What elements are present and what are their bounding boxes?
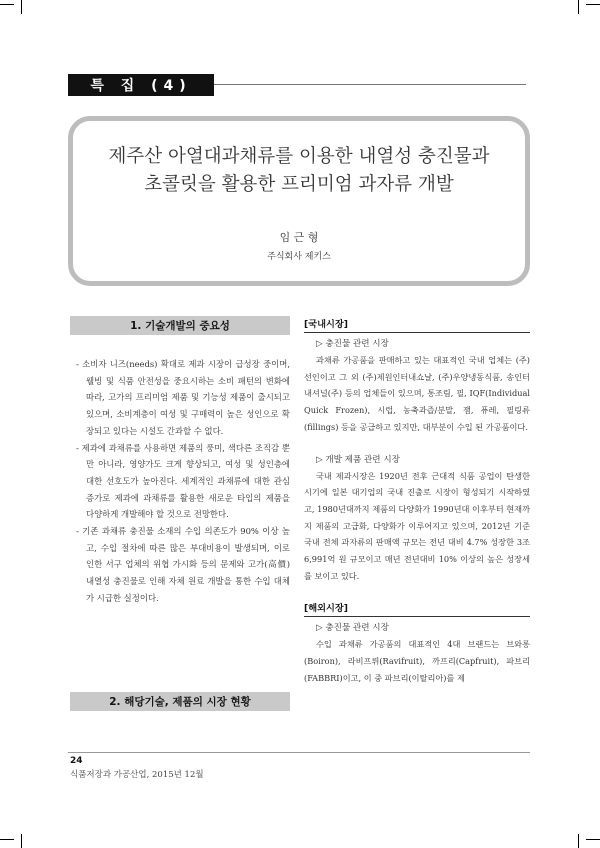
article-title bbox=[73, 143, 525, 199]
title-line-1: 제주산 아열대과채류를 이용한 내열성 충진물과 bbox=[108, 146, 490, 167]
crop-mark bbox=[21, 834, 22, 848]
crop-mark bbox=[0, 4, 14, 5]
author-affiliation: 주식회사 제키스 bbox=[267, 252, 331, 262]
journal-footer: 식품저장과 가공산업, 2015년 12월 bbox=[70, 770, 204, 780]
crop-mark bbox=[0, 839, 14, 840]
crop-mark bbox=[578, 0, 579, 14]
footer-divider bbox=[68, 752, 530, 753]
subheading-overseas-filling-market: ▷ 충진물 관련 시장 bbox=[316, 623, 389, 634]
subheading-product-market: ▷ 개발 제품 관련 시장 bbox=[316, 454, 400, 465]
crop-mark bbox=[578, 834, 579, 848]
crop-mark bbox=[21, 0, 22, 14]
bullet-paragraph: - 소비자 니즈(needs) 확대로 제과 시장이 급성장 중이며, 웰빙 및 식품 안전성을 중요시하는 소비 패턴의 변화에 따라, 고가의 프리미엄 제품 및 기능성 제품이 출시되고 있으며, 소비계층이 여성 및 구매력이 높은 성인으로 확장되고 있다는 시설도 간과할 수 없다. bbox=[76, 359, 290, 436]
bullet-paragraph: - 제과에 과채류를 사용하면 제품의 풍미, 색다른 조직감 뿐만 아니라, 영양가도 크게 향상되고, 여성 및 성인층에 대한 선호도가 높아진다. 세계적인 과채류에 대한 관심 증가로 제과에 과채류를 활용한 새로운 타입의 제품을 다양하게 개발해야 할 것으로 전망한다. bbox=[76, 442, 290, 520]
page-number: 24 bbox=[70, 756, 83, 766]
tag-divider bbox=[214, 84, 526, 85]
overseas-market-heading: [해외시장] bbox=[304, 600, 530, 617]
left-column bbox=[76, 356, 290, 607]
section-heading-1: 1. 기술개발의 중요성 bbox=[70, 316, 290, 335]
crop-mark bbox=[586, 839, 600, 840]
bullet-paragraph: - 기존 과채류 충진물 소재의 수입 의존도가 90% 이상 높고, 수입 절차에 따른 많은 부대비용이 발생되며, 이로 인한 서구 업체의 위협 가시화 등의 문제와 고가(高價) 내열성 충진물로 인해 자체 원료 개발을 통한 수입 대체가 시급한 실정이다. bbox=[76, 526, 290, 603]
body-paragraph: 국내 제과시장은 1920년 전후 근대적 식품 공업이 탄생한 시기에 일본 대기업의 국내 진출로 시장이 형성되기 시작하였고, 1980년대까지 제품의 다양화가 1990년대 이후부터 현재까지 제품의 고급화, 다양화가 이루어지고 있으며, 2012년 기준 국내 전체 과자류의 판매액 규모는 전년 대비 4.7% 성장한 3조 6,991억 원 규모이고 매년 전년대비 10% 이상의 높은 성장세를 보이고 있다. bbox=[304, 470, 530, 581]
right-column bbox=[304, 316, 530, 687]
domestic-market-heading: [국내시장] bbox=[304, 316, 530, 333]
feature-tag: 특 집 (4) bbox=[68, 74, 214, 96]
crop-mark bbox=[586, 4, 600, 5]
section-heading-2: 2. 해당기술, 제품의 시장 현황 bbox=[70, 692, 290, 711]
subheading-filling-market: ▷ 충진물 관련 시장 bbox=[316, 339, 389, 349]
body-paragraph: 수입 과채류 가공품의 대표적인 4대 브랜드는 브와롱(Boiron), 라비프뤼(Ravifruit), 까프리(Capfruit), 파브리(FABBRI)이고, 이 중 파브리(이탈리아)를 제 bbox=[304, 639, 530, 683]
author-name: 임 근 형 bbox=[279, 231, 319, 244]
body-paragraph: 과채류 가공품을 판매하고 있는 대표적인 국내 업체는 (주)선인이고 그 외 (주)제원인터내쇼날, (주)우양냉동식품, 송인터내셔널(주) 등의 업체들이 있으며, 통조림, 필, IQF(Individual Quick Frozen), 시럽, 농축과즙/분말, 잼, 퓨레, 필링류(fillings) 등을 공급하고 있지만, 대부분이 수입 된 가공품이다. bbox=[304, 355, 530, 432]
title-line-2: 초콜릿을 활용한 프리미엄 과자류 개발 bbox=[144, 174, 454, 195]
title-box bbox=[68, 116, 530, 286]
